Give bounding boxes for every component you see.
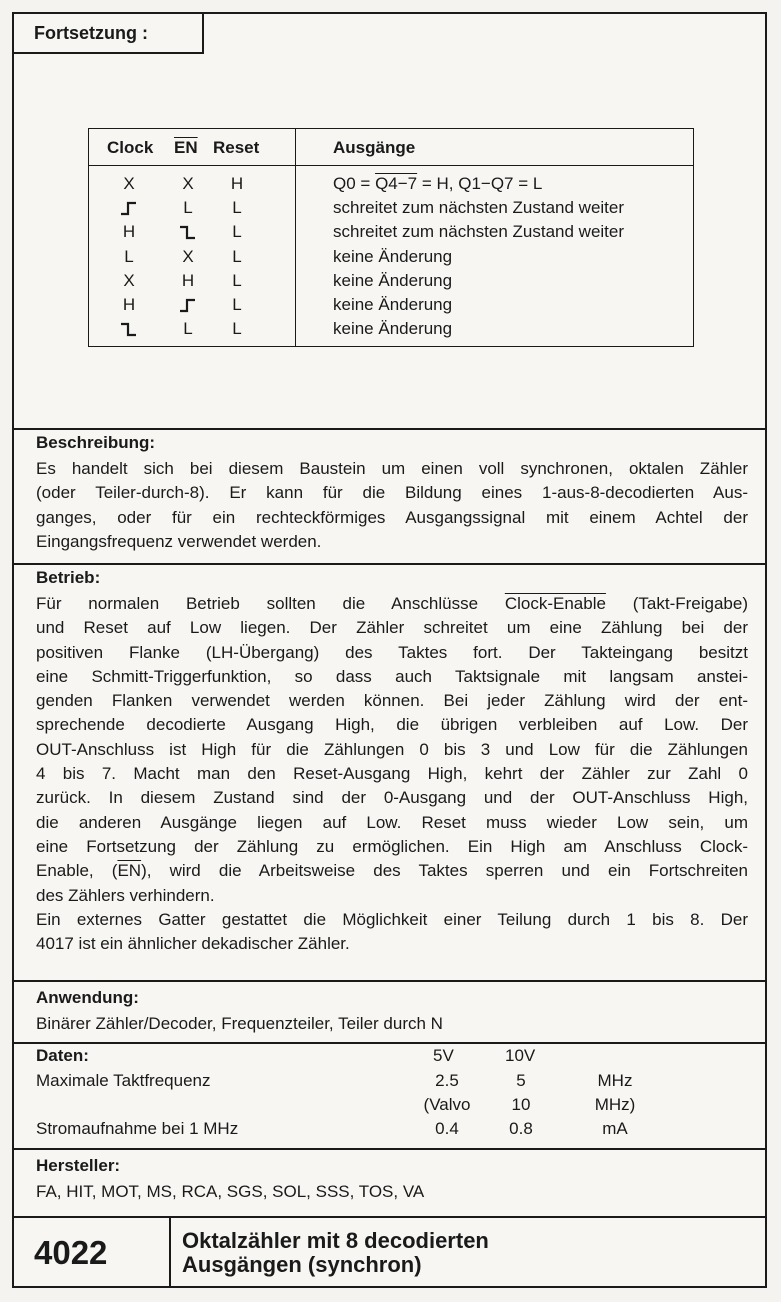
- daten-v5: 2.5: [435, 1071, 459, 1090]
- footer: [14, 1218, 765, 1286]
- text-fragment: ), wird die Arbeitsweise des Taktes sperren und ein Fortschreiten: [141, 861, 749, 881]
- cell-en: X: [182, 174, 194, 193]
- cell-reset: L: [232, 270, 242, 290]
- text-fragment: Q0 =: [333, 174, 376, 193]
- rising-edge-icon: [168, 295, 208, 315]
- beschreibung-text: [36, 457, 748, 554]
- section-divider: [14, 428, 765, 430]
- daten-unit: MHz): [594, 1095, 636, 1115]
- truth-table-row: [89, 198, 693, 222]
- cell-reset: L: [232, 246, 242, 266]
- truth-table-row: [89, 271, 693, 295]
- header-clock: Clock: [107, 138, 154, 157]
- hersteller-title: Hersteller:: [36, 1156, 121, 1175]
- falling-edge-icon: [168, 222, 208, 242]
- truth-table-row: [89, 222, 693, 246]
- text-fragment: Für normalen Betrieb sollten die Anschlüsse: [36, 594, 505, 613]
- cell-clock: H: [122, 222, 136, 242]
- truth-table: [88, 128, 694, 347]
- header-reset: Reset: [213, 138, 260, 157]
- cell-reset: L: [232, 319, 242, 339]
- text-line: ganges, oder für ein rechteckförmiges Ausgangssignal mit einem Achtel der: [36, 507, 748, 527]
- header-en: $\overline{EN}$: [174, 138, 198, 157]
- truth-table-row: [89, 319, 693, 343]
- text-line: Eingangsfrequenz verwendet werden.: [36, 531, 322, 551]
- text-line: Binärer Zähler/Decoder, Frequenzteiler, Teiler durch N: [36, 1014, 443, 1033]
- cell-en: H: [181, 270, 195, 290]
- text-line: [36, 859, 748, 883]
- text-line: zurück. In diesem Zustand sind der 0-Ausgang und der OUT-Anschluss High,: [36, 788, 748, 808]
- daten-title: Daten:: [36, 1046, 89, 1065]
- section-divider: [14, 563, 765, 565]
- betrieb-title: Betrieb:: [36, 568, 101, 587]
- text-line: [36, 592, 748, 616]
- section-divider: [14, 1148, 765, 1150]
- chip-title: [182, 1229, 489, 1277]
- overline-fragment: Q4−7: [375, 174, 418, 193]
- hersteller-text: [36, 1180, 748, 1204]
- text-line: genden Flanken verwendet werden können. Bei jeder Zählung wird der ent-: [36, 691, 748, 711]
- cell-reset: H: [230, 174, 244, 193]
- daten-v5: 0.4: [435, 1119, 459, 1139]
- cell-output: keine Änderung: [333, 246, 453, 266]
- text-line: des Zählers verhindern.: [36, 885, 215, 905]
- cell-en: L: [183, 319, 193, 339]
- chip-title-line: Ausgängen (synchron): [182, 1252, 422, 1277]
- cell-en: L: [183, 198, 193, 218]
- section-divider: [14, 980, 765, 982]
- truth-table-header: [89, 129, 693, 166]
- betrieb-text: [36, 592, 748, 956]
- text-fragment: (Takt-Freigabe): [605, 594, 748, 613]
- section-divider: [14, 1042, 765, 1044]
- beschreibung-title: Beschreibung:: [36, 433, 156, 452]
- cell-output: keine Änderung: [333, 270, 453, 290]
- footer-divider: [169, 1218, 171, 1286]
- text-line: OUT-Anschluss ist High für die Zählungen 0 bis 3 und Low für die Zählungen: [36, 739, 748, 759]
- text-fragment: = H, Q1−Q7 = L: [417, 174, 543, 193]
- truth-table-row: [89, 174, 693, 198]
- daten-v10: 5: [516, 1071, 526, 1090]
- rising-edge-icon: [109, 198, 149, 218]
- cell-output: schreitet zum nächsten Zustand weiter: [333, 198, 625, 218]
- cell-en: X: [182, 246, 194, 266]
- text-line: die anderen Ausgänge liegen auf Low. Reset muss wieder Low sein, um: [36, 812, 748, 832]
- continuation-label: Fortsetzung :: [14, 14, 204, 54]
- cell-output: keine Änderung: [333, 295, 453, 314]
- cell-reset: L: [232, 198, 242, 218]
- text-line: positiven Flanke (LH-Übergang) des Taktes fort. Der Takteingang besitzt: [36, 642, 748, 662]
- text-line: 4017 ist ein ähnlicher dekadischer Zähler.: [36, 934, 350, 954]
- text-line: Ein externes Gatter gestattet die Möglichkeit einer Teilung durch 1 bis 8. Der: [36, 909, 748, 929]
- chip-number: 4022: [34, 1234, 108, 1271]
- cell-clock: X: [123, 270, 135, 290]
- text-line: FA, HIT, MOT, MS, RCA, SGS, SOL, SSS, TOS, VA: [36, 1182, 425, 1201]
- daten-label: Maximale Taktfrequenz: [36, 1071, 211, 1090]
- text-fragment: Enable, (: [36, 861, 118, 881]
- text-line: eine Schmitt-Triggerfunktion, so dass auch Taktsignale mit langsam anstei-: [36, 666, 748, 686]
- col-5v: 5V: [433, 1046, 454, 1065]
- daten-label: Stromaufnahme bei 1 MHz: [36, 1119, 239, 1139]
- daten-header-row: [36, 1046, 756, 1070]
- cell-output: keine Änderung: [333, 319, 453, 339]
- cell-output: schreitet zum nächsten Zustand weiter: [333, 222, 625, 242]
- anwendung-title: Anwendung:: [36, 988, 139, 1007]
- text-line: eine Fortsetzung der Zählung zu ermöglichen. Ein High am Anschluss Clock-: [36, 836, 748, 856]
- cell-reset: L: [232, 295, 242, 314]
- cell-clock: H: [122, 295, 136, 314]
- truth-table-row: [89, 295, 693, 319]
- col-10v: 10V: [505, 1046, 536, 1065]
- daten-unit: MHz: [597, 1071, 633, 1090]
- en-overline: $\overline{EN}$: [117, 861, 142, 881]
- daten-row: [36, 1071, 756, 1095]
- falling-edge-icon: [109, 319, 149, 339]
- cell-clock: L: [124, 246, 134, 266]
- daten-row: [36, 1119, 756, 1143]
- cell-reset: L: [232, 222, 242, 242]
- clock-enable-overline: Clock-Enable: [504, 594, 606, 613]
- chip-title-line: Oktalzähler mit 8 decodierten: [182, 1228, 489, 1253]
- daten-row: [36, 1095, 756, 1119]
- text-line: 4 bis 7. Macht man den Reset-Ausgang High, kehrt der Zähler zur Zahl 0: [36, 764, 748, 784]
- text-line: (oder Teiler-durch-8). Er kann für die Bildung eines 1-aus-8-decodierten Aus-: [36, 483, 748, 503]
- daten-v10: 10: [511, 1095, 531, 1115]
- anwendung-text: [36, 1012, 748, 1036]
- text-line: Es handelt sich bei diesem Baustein um einen voll synchronen, oktalen Zähler: [36, 459, 748, 478]
- datasheet-frame: [12, 12, 767, 1288]
- daten-v10: 0.8: [509, 1119, 533, 1139]
- header-outputs: Ausgänge: [333, 138, 416, 157]
- daten-v5: (Valvo: [423, 1095, 471, 1115]
- cell-clock: X: [123, 174, 135, 193]
- text-line: und Reset auf Low liegen. Der Zähler schreitet um eine Zählung bei der: [36, 618, 748, 638]
- daten-unit: mA: [602, 1119, 628, 1139]
- cell-output: [333, 174, 542, 194]
- truth-table-row: [89, 247, 693, 271]
- text-line: sprechende decodierte Ausgang High, die übrigen verbleiben auf Low. Der: [36, 715, 748, 735]
